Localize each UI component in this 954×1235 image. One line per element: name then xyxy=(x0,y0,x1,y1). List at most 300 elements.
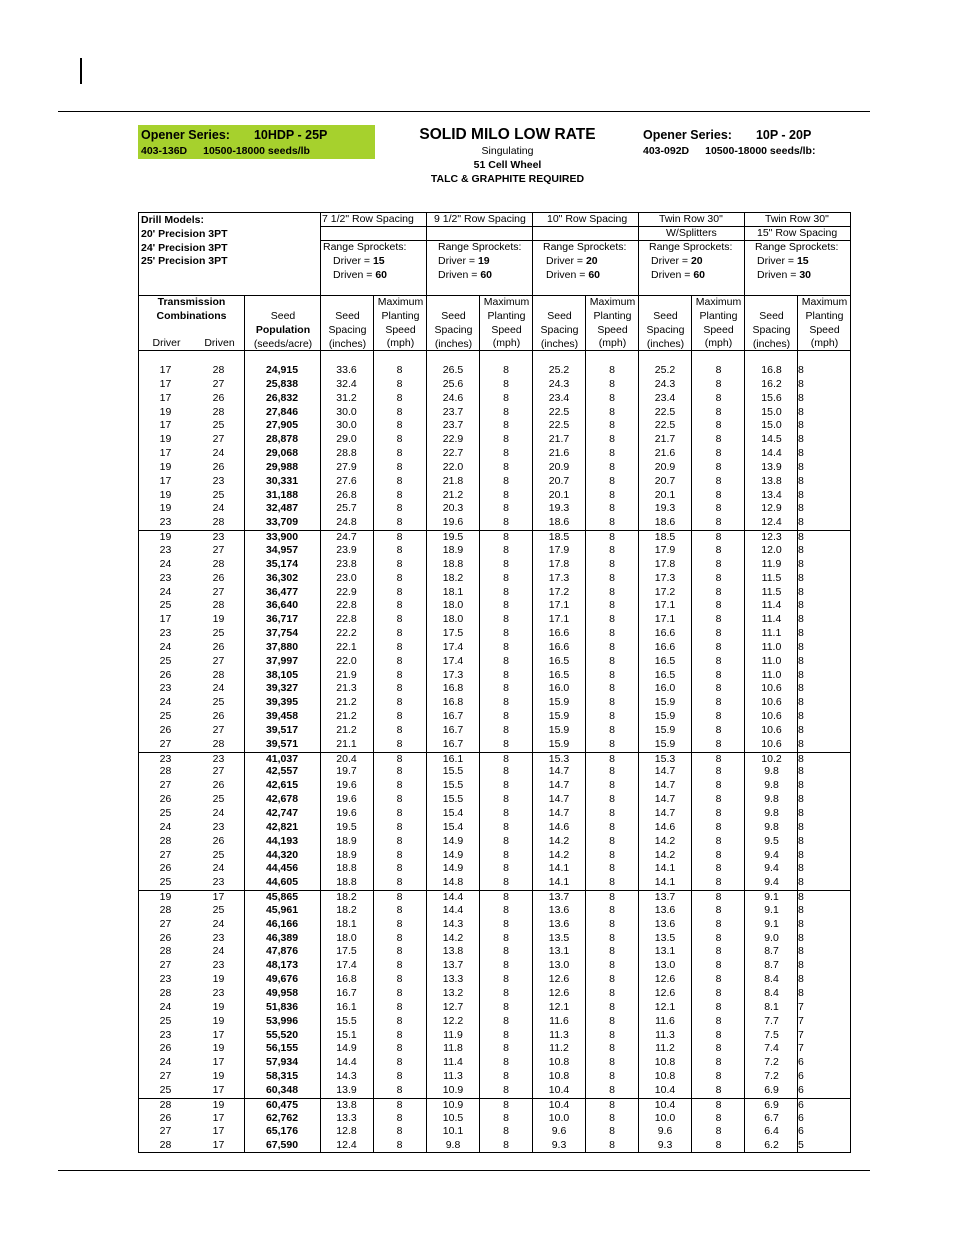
table-cell: 8 xyxy=(609,710,615,723)
table-cell: 9.5 xyxy=(764,834,779,847)
table-cell: 16.7 xyxy=(442,723,464,736)
table-cell: 24 xyxy=(159,696,172,709)
table-cell: 23.8 xyxy=(336,557,357,570)
table-cell: 8 xyxy=(609,654,615,667)
table-cell: 12.6 xyxy=(654,986,676,999)
table-cell: 8 xyxy=(609,696,615,709)
table-cell: 13.4 xyxy=(761,488,782,501)
table-cell: 8 xyxy=(503,959,509,972)
table-cell: 8 xyxy=(503,1028,509,1041)
table-cell: 8 xyxy=(715,779,722,792)
table-cell: 8 xyxy=(798,391,804,404)
table-cell: 8 xyxy=(503,682,509,695)
table-cell: 8 xyxy=(715,571,722,584)
table-cell: 18.6 xyxy=(548,516,570,529)
table-cell: 19 xyxy=(159,488,172,501)
table-cell: 15.3 xyxy=(548,752,570,765)
table-cell: 8 xyxy=(503,973,509,986)
table-cell: 8 xyxy=(798,710,804,723)
table-row xyxy=(138,419,851,433)
table-cell: 8 xyxy=(715,931,722,944)
table-cell: 8 xyxy=(798,474,804,487)
left-opener-series: 10HDP - 25P xyxy=(253,128,328,142)
table-row xyxy=(138,475,851,489)
table-row xyxy=(138,849,851,863)
table-row xyxy=(138,655,851,669)
table-cell: 8 xyxy=(396,876,403,889)
table-cell: 8 xyxy=(396,1125,403,1138)
table-cell: 8 xyxy=(503,891,509,904)
table-cell: 23 xyxy=(212,474,225,487)
table-row xyxy=(138,710,851,724)
table-cell: 14.9 xyxy=(442,848,464,861)
table-cell: 25.6 xyxy=(442,377,464,390)
table-cell: 6 xyxy=(798,1070,804,1083)
table-cell: 15.9 xyxy=(654,737,676,750)
table-row xyxy=(138,1070,851,1084)
table-row xyxy=(138,779,851,793)
table-cell: 17.4 xyxy=(336,959,357,972)
table-cell: 8 xyxy=(396,419,403,432)
table-cell: 19.5 xyxy=(336,820,357,833)
table-cell: 25 xyxy=(212,793,225,806)
table-cell: 35,174 xyxy=(265,557,299,570)
table-cell: 17.2 xyxy=(654,585,676,598)
table-cell: 48,173 xyxy=(265,959,299,972)
table-cell: 8 xyxy=(609,752,615,765)
table-cell: 8 xyxy=(503,820,509,833)
table-cell: 17 xyxy=(212,1083,225,1096)
table-cell: 18.2 xyxy=(336,903,357,916)
table-cell: 49,676 xyxy=(265,973,299,986)
table-cell: 8 xyxy=(503,862,509,875)
table-row xyxy=(138,392,851,406)
table-cell: 12.1 xyxy=(548,1000,570,1013)
table-row xyxy=(138,738,851,752)
table-cell: 8 xyxy=(609,682,615,695)
table-cell: 28 xyxy=(212,668,225,681)
table-row xyxy=(138,599,851,613)
table-cell: 8 xyxy=(715,654,722,667)
table-row xyxy=(138,1139,851,1153)
table-cell: 26 xyxy=(212,460,225,473)
table-cell: 8 xyxy=(609,599,615,612)
table-row xyxy=(138,876,851,890)
table-cell: 8 xyxy=(503,696,509,709)
table-cell: 15.9 xyxy=(548,723,570,736)
table-cell: 8 xyxy=(396,779,403,792)
table-cell: 8 xyxy=(798,488,804,501)
table-cell: 27 xyxy=(159,917,172,930)
table-cell: 6 xyxy=(798,1056,804,1069)
table-cell: 13.9 xyxy=(761,460,782,473)
table-cell: 22.2 xyxy=(336,627,357,640)
table-cell: 14.2 xyxy=(654,834,676,847)
table-cell: 16.8 xyxy=(442,696,464,709)
table-cell: 8 xyxy=(396,903,403,916)
table-cell: 8 xyxy=(396,710,403,723)
table-cell: 8 xyxy=(609,447,615,460)
table-cell: 36,302 xyxy=(265,571,299,584)
table-cell: 65,176 xyxy=(265,1125,299,1138)
right-opener-box xyxy=(640,125,860,159)
table-cell: 16.7 xyxy=(442,710,464,723)
subtitle-talc: TALC & GRAPHITE REQUIRED xyxy=(430,173,585,185)
table-cell: 7.4 xyxy=(764,1042,779,1055)
table-header xyxy=(138,212,851,351)
table-cell: 8 xyxy=(609,516,615,529)
table-cell: 14.6 xyxy=(548,820,570,833)
table-cell: 42,615 xyxy=(265,779,299,792)
table-cell: 28 xyxy=(212,405,225,418)
table-cell: 28,878 xyxy=(265,433,299,446)
table-cell: 8 xyxy=(609,723,615,736)
table-cell: 13.5 xyxy=(548,931,570,944)
table-cell: 8 xyxy=(503,1111,509,1124)
table-cell: 8 xyxy=(396,543,403,556)
table-cell: 8 xyxy=(609,1111,615,1124)
table-cell: 8 xyxy=(396,696,403,709)
table-cell: 26.5 xyxy=(442,364,464,376)
table-cell: 8 xyxy=(798,433,804,446)
table-cell: 8 xyxy=(609,474,615,487)
table-cell: 10.6 xyxy=(761,710,782,723)
table-cell: 26 xyxy=(212,391,225,404)
table-cell: 8 xyxy=(396,723,403,736)
table-cell: 14.9 xyxy=(442,834,464,847)
table-cell: 10.5 xyxy=(442,1111,464,1124)
table-cell: 8 xyxy=(609,557,615,570)
table-cell: 17.3 xyxy=(548,571,570,584)
table-cell: 10.9 xyxy=(442,1083,464,1096)
table-cell: 14.7 xyxy=(654,779,676,792)
table-cell: 8 xyxy=(503,405,509,418)
table-cell: 8 xyxy=(715,447,722,460)
table-cell: 8 xyxy=(609,1098,615,1111)
table-cell: 13.3 xyxy=(336,1111,357,1124)
table-cell: 15.9 xyxy=(548,696,570,709)
table-cell: 15.9 xyxy=(548,710,570,723)
table-cell: 8 xyxy=(609,613,615,626)
table-cell: 10.4 xyxy=(654,1098,676,1111)
table-cell: 11.4 xyxy=(443,1056,463,1069)
table-cell: 27 xyxy=(212,585,225,598)
table-cell: 8 xyxy=(396,627,403,640)
table-cell: 18.9 xyxy=(336,848,357,861)
table-cell: 23 xyxy=(212,531,225,544)
table-cell: 8 xyxy=(503,613,509,626)
table-cell: 8 xyxy=(396,364,403,376)
table-cell: 10.6 xyxy=(761,723,782,736)
table-cell: 8 xyxy=(798,654,804,667)
table-cell: 27 xyxy=(212,543,225,556)
table-cell: 8 xyxy=(715,917,722,930)
left-opener-part: 403-136D xyxy=(141,145,188,157)
table-cell: 28 xyxy=(159,765,172,778)
table-cell: 8 xyxy=(396,502,403,515)
table-cell: 19 xyxy=(212,1000,225,1013)
table-cell: 13.6 xyxy=(548,903,570,916)
table-cell: 23 xyxy=(212,959,225,972)
table-cell: 8 xyxy=(715,640,722,653)
table-cell: 14.7 xyxy=(548,793,570,806)
table-cell: 24 xyxy=(212,807,225,819)
table-cell: 8 xyxy=(503,640,509,653)
table-cell: 11.9 xyxy=(443,1028,463,1041)
table-cell: 8 xyxy=(503,931,509,944)
range-sprockets-4: Range Sprockets: Driver = 20 Driven = 60 xyxy=(649,241,733,281)
table-cell: 17 xyxy=(212,1028,225,1041)
table-cell: 25 xyxy=(159,1083,172,1096)
table-cell: 27 xyxy=(159,737,172,750)
table-cell: 15.5 xyxy=(442,793,464,806)
table-cell: 8 xyxy=(609,737,615,750)
table-cell: 51,836 xyxy=(265,1000,299,1013)
table-cell: 56,155 xyxy=(265,1042,299,1055)
table-cell: 15.5 xyxy=(442,765,464,778)
table-cell: 8 xyxy=(609,405,615,418)
table-row xyxy=(138,765,851,779)
table-cell: 26 xyxy=(212,640,225,653)
table-cell: 17.3 xyxy=(442,668,464,681)
table-cell: 18.8 xyxy=(336,876,357,889)
table-cell: 8 xyxy=(798,682,804,695)
table-cell: 22.0 xyxy=(336,654,357,667)
table-cell: 8 xyxy=(396,891,403,904)
table-cell: 15.6 xyxy=(761,391,782,404)
table-cell: 11.4 xyxy=(761,599,782,612)
table-cell: 22.5 xyxy=(548,405,570,418)
table-cell: 8 xyxy=(503,474,509,487)
table-cell: 8 xyxy=(609,433,615,446)
table-cell: 8 xyxy=(609,571,615,584)
table-cell: 23 xyxy=(212,820,225,833)
table-cell: 8 xyxy=(798,737,804,750)
table-cell: 19 xyxy=(212,1098,225,1111)
table-cell: 8 xyxy=(715,876,722,889)
table-cell: 26 xyxy=(159,1111,172,1124)
table-cell: 10.8 xyxy=(548,1056,570,1069)
table-cell: 45,865 xyxy=(265,891,299,904)
table-cell: 12.1 xyxy=(654,1000,676,1013)
table-cell: 15.9 xyxy=(654,696,676,709)
table-cell: 14.7 xyxy=(654,807,676,819)
table-cell: 11.2 xyxy=(655,1042,675,1055)
table-cell: 8 xyxy=(503,391,509,404)
table-cell: 14.2 xyxy=(442,931,464,944)
table-cell: 21.3 xyxy=(336,682,357,695)
table-cell: 24 xyxy=(159,1056,172,1069)
table-cell: 23.0 xyxy=(336,571,357,584)
table-row xyxy=(138,364,851,378)
table-cell: 13.8 xyxy=(761,474,782,487)
table-cell: 17 xyxy=(159,613,172,626)
table-cell: 8 xyxy=(503,876,509,889)
table-cell: 18.5 xyxy=(548,531,570,544)
table-cell: 8 xyxy=(715,891,722,904)
table-cell: 8 xyxy=(396,1056,403,1069)
table-row xyxy=(138,904,851,918)
table-cell: 16.5 xyxy=(654,668,676,681)
table-cell: 7.2 xyxy=(764,1070,779,1083)
table-cell: 11.4 xyxy=(761,613,782,626)
table-cell: 14.9 xyxy=(442,862,464,875)
table-cell: 8 xyxy=(503,585,509,598)
table-cell: 8 xyxy=(715,531,722,544)
table-cell: 21.2 xyxy=(336,696,357,709)
table-cell: 8 xyxy=(609,931,615,944)
table-cell: 14.2 xyxy=(548,848,570,861)
table-row xyxy=(138,572,851,586)
table-cell: 44,456 xyxy=(265,862,299,875)
table-cell: 16.8 xyxy=(336,973,357,986)
table-cell: 27.9 xyxy=(336,460,357,473)
driven-col-head: Driven xyxy=(204,337,235,349)
table-cell: 27,905 xyxy=(265,419,299,432)
table-cell: 8 xyxy=(396,1139,403,1152)
table-cell: 8 xyxy=(396,585,403,598)
table-cell: 8 xyxy=(715,765,722,778)
table-cell: 13.8 xyxy=(336,1098,357,1111)
table-row xyxy=(138,821,851,835)
table-cell: 29.0 xyxy=(336,433,357,446)
table-cell: 9.6 xyxy=(551,1125,567,1138)
table-cell: 8 xyxy=(798,599,804,612)
table-cell: 23 xyxy=(212,752,225,765)
table-cell: 47,876 xyxy=(265,945,299,958)
table-cell: 8 xyxy=(396,557,403,570)
table-cell: 8 xyxy=(798,585,804,598)
table-cell: 25 xyxy=(212,903,225,916)
table-cell: 19 xyxy=(212,613,225,626)
table-cell: 17 xyxy=(212,1111,225,1124)
table-cell: 13.0 xyxy=(548,959,570,972)
table-cell: 24.7 xyxy=(336,531,357,544)
table-cell: 30,331 xyxy=(265,474,299,487)
table-cell: 8 xyxy=(609,959,615,972)
table-cell: 8 xyxy=(503,848,509,861)
table-cell: 44,193 xyxy=(265,834,299,847)
table-cell: 14.5 xyxy=(761,433,782,446)
table-cell: 13.6 xyxy=(548,917,570,930)
left-opener-rate: 10500-18000 seeds/lb xyxy=(203,145,310,157)
table-row xyxy=(138,669,851,683)
table-cell: 8 xyxy=(609,488,615,501)
table-cell: 36,717 xyxy=(265,613,299,626)
table-cell: 23 xyxy=(159,973,172,986)
table-row xyxy=(138,987,851,1001)
table-cell: 14.3 xyxy=(336,1070,357,1083)
table-row xyxy=(138,489,851,503)
table-cell: 26 xyxy=(159,1042,172,1055)
table-cell: 19 xyxy=(212,1070,225,1083)
table-cell: 8 xyxy=(396,668,403,681)
table-cell: 12.2 xyxy=(442,1014,464,1027)
table-cell: 42,821 xyxy=(265,820,299,833)
table-cell: 19.7 xyxy=(336,765,357,778)
table-cell: 9.8 xyxy=(764,765,779,778)
table-cell: 8 xyxy=(396,488,403,501)
driver-col-head: Driver xyxy=(152,337,181,349)
table-cell: 13.2 xyxy=(442,986,464,999)
table-cell: 14.6 xyxy=(654,820,676,833)
table-cell: 17 xyxy=(159,364,172,376)
table-cell: 23 xyxy=(159,571,172,584)
table-cell: 8 xyxy=(798,613,804,626)
table-cell: 8 xyxy=(609,834,615,847)
table-cell: 17 xyxy=(159,419,172,432)
table-cell: 24 xyxy=(159,640,172,653)
spacing-10: 10" Row Spacing xyxy=(547,213,628,225)
table-cell: 8 xyxy=(503,1139,509,1152)
table-cell: 17.1 xyxy=(654,599,676,612)
range-sprockets-3: Range Sprockets: Driver = 20 Driven = 60 xyxy=(543,241,627,281)
table-cell: 8 xyxy=(503,807,509,819)
table-cell: 6.9 xyxy=(764,1098,779,1111)
table-cell: 22.9 xyxy=(336,585,357,598)
table-cell: 23 xyxy=(159,627,172,640)
table-cell: 8 xyxy=(798,668,804,681)
table-cell: 6 xyxy=(798,1125,804,1138)
table-cell: 34,957 xyxy=(265,543,299,556)
table-cell: 60,475 xyxy=(265,1098,299,1111)
table-cell: 6.9 xyxy=(764,1083,779,1096)
table-cell: 9.4 xyxy=(764,848,779,861)
table-cell: 28 xyxy=(159,903,172,916)
table-cell: 11.3 xyxy=(655,1028,675,1041)
table-cell: 25 xyxy=(212,488,225,501)
table-cell: 8 xyxy=(396,654,403,667)
table-cell: 8 xyxy=(609,1139,615,1152)
table-row xyxy=(138,696,851,710)
table-cell: 14.7 xyxy=(654,765,676,778)
table-cell: 15.9 xyxy=(654,710,676,723)
table-cell: 42,678 xyxy=(265,793,299,806)
table-cell: 8 xyxy=(503,1014,509,1027)
table-cell: 19.6 xyxy=(442,516,464,529)
data-table-body xyxy=(138,364,851,1153)
table-cell: 11.8 xyxy=(443,1042,463,1055)
table-cell: 27 xyxy=(159,959,172,972)
table-cell: 10.8 xyxy=(548,1070,570,1083)
table-cell: 17.4 xyxy=(442,640,464,653)
header-gap xyxy=(138,350,851,364)
table-cell: 17.1 xyxy=(548,599,570,612)
table-cell: 24 xyxy=(212,502,225,515)
table-cell: 8 xyxy=(798,891,804,904)
table-cell: 38,105 xyxy=(265,668,299,681)
table-cell: 25,838 xyxy=(265,377,299,390)
table-cell: 39,395 xyxy=(265,696,299,709)
table-cell: 17 xyxy=(212,891,225,904)
table-row xyxy=(138,1112,851,1126)
table-cell: 8 xyxy=(503,723,509,736)
table-cell: 23 xyxy=(159,752,172,765)
table-cell: 30.0 xyxy=(336,419,357,432)
table-cell: 7.5 xyxy=(764,1028,779,1041)
table-cell: 8 xyxy=(503,1070,509,1083)
table-cell: 8 xyxy=(715,1070,722,1083)
table-cell: 8 xyxy=(396,1083,403,1096)
table-cell: 18.2 xyxy=(336,891,357,904)
transmission-combinations: Transmission Combinations xyxy=(156,296,227,322)
table-row xyxy=(138,973,851,987)
table-cell: 8 xyxy=(503,571,509,584)
table-cell: 10.4 xyxy=(654,1083,676,1096)
table-cell: 8 xyxy=(715,1139,722,1152)
table-cell: 12.6 xyxy=(548,986,570,999)
table-cell: 19.6 xyxy=(336,793,357,806)
